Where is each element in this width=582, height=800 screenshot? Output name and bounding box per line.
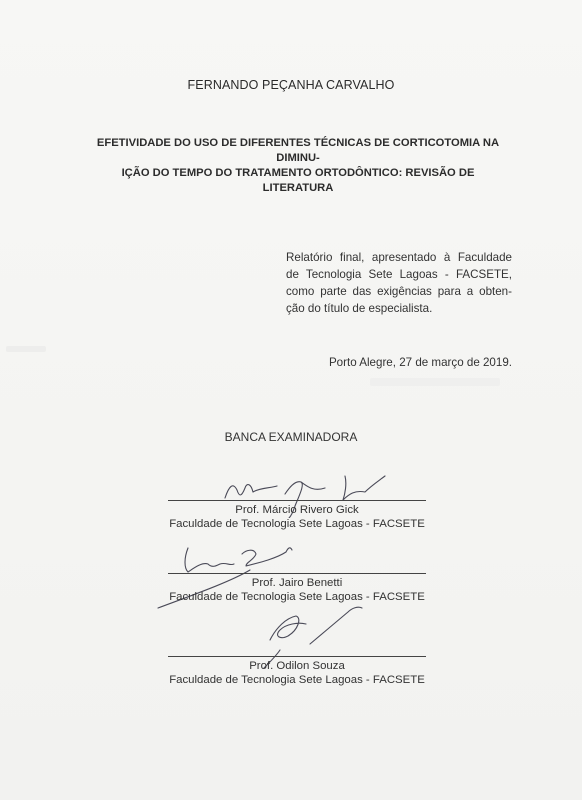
examiner-name: Prof. Odilon Souza	[249, 660, 345, 672]
examiner-institution: Faculdade de Tecnologia Sete Lagoas - FACSETE	[169, 674, 425, 686]
title-line: EFETIVIDADE DO USO DE DIFERENTES TÉCNICAS DE CORTICOTOMIA NA DIMINU-	[96, 137, 500, 164]
committee-heading: BANCA EXAMINADORA	[224, 430, 358, 444]
purpose-line: como parte das exigências para a obten-	[286, 285, 512, 298]
document-title	[88, 136, 508, 196]
purpose-line: ção do título de especialista.	[286, 302, 433, 315]
purpose-statement	[286, 249, 512, 317]
title-line: IÇÃO DO TEMPO DO TRATAMENTO ORTODÔNTICO: REVISÃO DE LITERATURA	[121, 167, 475, 194]
purpose-line: de Tecnologia Sete Lagoas - FACSETE,	[286, 268, 512, 281]
place-and-date: Porto Alegre, 27 de março de 2019.	[328, 356, 512, 369]
examiner-3	[168, 656, 426, 687]
examiner-institution: Faculdade de Tecnologia Sete Lagoas - FACSETE	[169, 518, 425, 530]
examiner-2	[168, 573, 426, 604]
signature-line	[168, 573, 426, 574]
examiner-1	[168, 500, 426, 531]
purpose-line: Relatório final, apresentado à Faculdade	[286, 251, 512, 264]
examiner-name: Prof. Jairo Benetti	[251, 577, 343, 589]
author-name: FERNANDO PEÇANHA CARVALHO	[187, 78, 395, 92]
examiner-name: Prof. Márcio Rivero Gick	[235, 504, 359, 516]
signature-line	[168, 500, 426, 501]
signature-line	[168, 656, 426, 657]
scan-artifact	[6, 346, 46, 352]
examiner-institution: Faculdade de Tecnologia Sete Lagoas - FACSETE	[169, 591, 425, 603]
scan-artifact	[370, 378, 500, 386]
